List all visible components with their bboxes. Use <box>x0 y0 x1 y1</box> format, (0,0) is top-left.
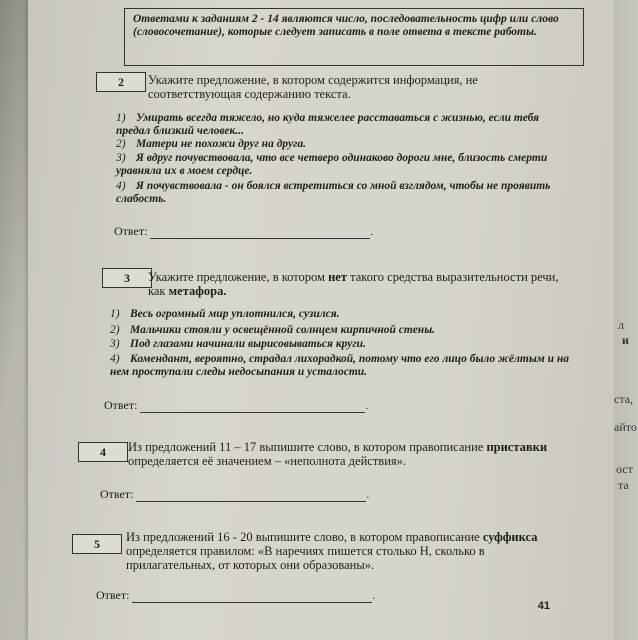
answer-label: Ответ: <box>104 398 138 412</box>
task-2-option-1: 1) Умирать всегда тяжело, но куда тяжелее расставаться с жизнью, если тебя предал близкий человек... <box>116 112 540 137</box>
adjacent-page-edge <box>614 0 638 640</box>
task-3-option-2: 2) Мальчики стояли у освещённой солнцем кирпичной стены. <box>110 324 436 336</box>
task-4-question: Из предложений 11 – 17 выпишите слово, в котором правописание приставки определяется её значением – «неполнота действия». <box>128 440 548 468</box>
page-number: 41 <box>537 600 550 612</box>
answer-line[interactable] <box>140 402 365 413</box>
answer-line[interactable] <box>132 592 372 603</box>
answer-line[interactable] <box>150 228 370 239</box>
task-number-2: 2 <box>96 72 146 92</box>
edge-fragment: ста, <box>614 392 634 406</box>
edge-fragment: айто <box>614 420 637 434</box>
task-2-question: Укажите предложение, в котором содержится информация, не соответствующая содержанию текста. <box>148 73 478 101</box>
task-3-answer[interactable]: Ответ: . <box>104 398 369 412</box>
answer-line[interactable] <box>136 491 366 502</box>
task-2-option-4: 4) Я почувствовала - он боялся встретиться со мной взглядом, чтобы не проявить слабость. <box>116 180 551 205</box>
edge-fragment: л <box>618 318 624 332</box>
task-3-option-3: 3) Под глазами начинали вырисовываться круги. <box>110 338 366 350</box>
answer-label: Ответ: <box>100 487 134 501</box>
task-2-option-3: 3) Я вдруг почувствовала, что все четверо одинаково дороги мне, близость смерти уравняла их в моем сердце. <box>116 152 548 177</box>
task-5-answer[interactable]: Ответ: . <box>96 588 376 602</box>
task-number-3: 3 <box>102 268 152 288</box>
edge-fragment: и <box>622 333 629 347</box>
task-4-answer[interactable]: Ответ: . <box>100 487 370 501</box>
task-number-5: 5 <box>72 534 122 554</box>
edge-fragment: ост <box>616 462 633 476</box>
task-3-question: Укажите предложение, в котором нет такого средства выразительности речи, как метафора. <box>148 270 559 298</box>
task-3-option-1: 1) Весь огромный мир уплотнился, сузился. <box>110 308 340 320</box>
instruction-text: Ответами к заданиям 2 - 14 являются число, последовательность цифр или слово (словосочетание), которые следует записать в поле ответа в тексте работы. <box>133 13 559 38</box>
instruction-box <box>124 8 584 66</box>
task-5-question: Из предложений 16 - 20 выпишите слово, в котором правописание суффикса определяется правилом: «В наречиях пишется столько Н, сколько в прилагательных, от которых они образованы». <box>126 530 538 572</box>
task-2-answer[interactable]: Ответ: . <box>114 224 374 238</box>
answer-label: Ответ: <box>114 224 148 238</box>
task-3-option-4: 4) Комендант, вероятно, страдал лихорадкой, потому что его лицо было жёлтым и на нем проступали следы недосыпания и усталости. <box>110 353 569 378</box>
edge-fragment: та <box>618 478 629 492</box>
task-number-4: 4 <box>78 442 128 462</box>
task-2-option-2: 2) Матери не похожи друг на друга. <box>116 138 306 150</box>
answer-label: Ответ: <box>96 588 130 602</box>
exam-page <box>28 0 618 640</box>
